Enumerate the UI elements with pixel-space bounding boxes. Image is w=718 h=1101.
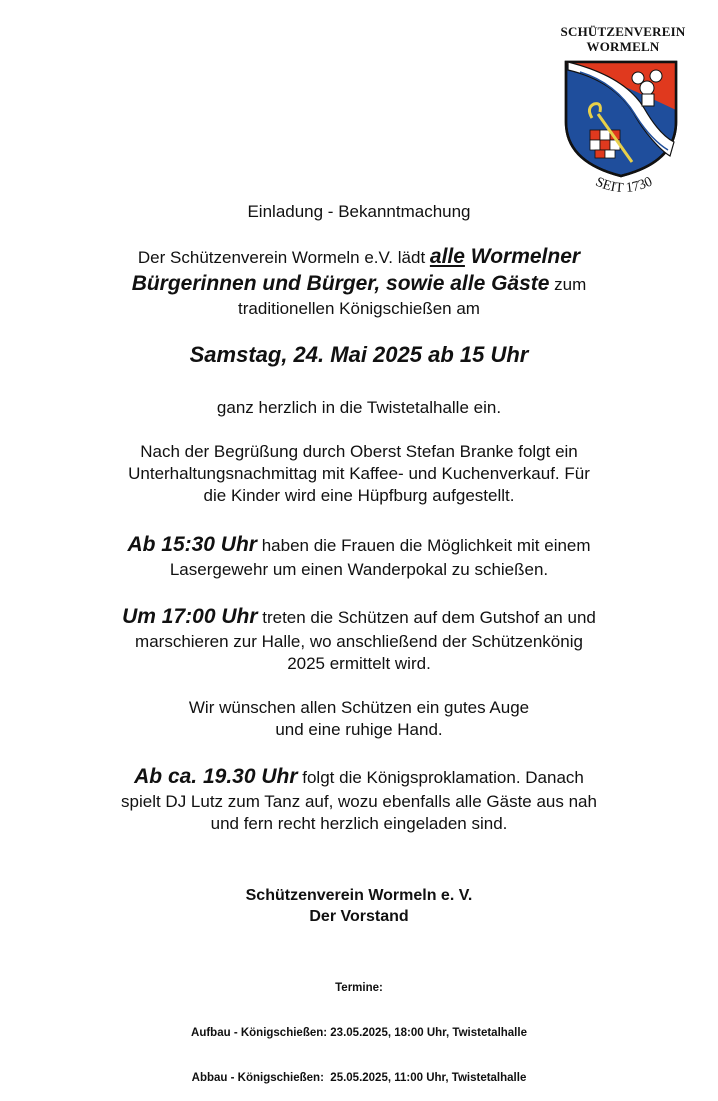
welcome-line-1: Nach der Begrüßung durch Oberst Stefan Branke folgt ein: [140, 442, 578, 461]
proclamation-line-1: [0, 764, 718, 791]
proclamation-line-3: und fern recht herzlich eingeladen sind.: [210, 814, 508, 833]
proclamation-text-1: folgt die Königsproklamation. Danach: [297, 768, 584, 787]
club-logo: [548, 20, 698, 200]
intro-line-3: traditionellen Königschießen am: [238, 299, 480, 318]
women-shooting-paragraph: [0, 532, 718, 581]
event-date: Samstag, 24. Mai 2025 ab 15 Uhr: [189, 342, 529, 367]
march-time: Um 17:00 Uhr: [122, 605, 258, 628]
dates-block: [0, 951, 718, 1101]
logo-title-line2: WORMELN: [586, 39, 660, 54]
wish-line-2: und eine ruhige Hand.: [275, 720, 443, 739]
women-text-1: haben die Frauen die Möglichkeit mit einem: [256, 536, 591, 555]
march-line-3: 2025 ermittelt wird.: [287, 654, 431, 673]
signature-line-2: Der Vorstand: [309, 908, 409, 925]
welcome-line-2: Unterhaltungsnachmittag mit Kaffee- und Kuchenverkauf. Für: [128, 464, 590, 483]
welcome-paragraph: [0, 441, 718, 507]
dates-setup: Aufbau - Königschießen: 23.05.2025, 18:00 Uhr, Twistetalhalle: [191, 1027, 527, 1039]
march-paragraph: [0, 604, 718, 675]
proclamation-time: Ab ca. 19.30 Uhr: [134, 765, 298, 788]
intro-paragraph: [0, 244, 718, 320]
svg-text:SEIT 1730: SEIT 1730: [593, 174, 655, 197]
march-line-1: [0, 604, 718, 631]
intro-line-1: [0, 244, 718, 271]
signature-block: [0, 885, 718, 927]
intro-line-2: [0, 271, 718, 298]
intro-emph-1: Wormelner: [464, 245, 581, 268]
dates-heading: Termine:: [335, 982, 383, 994]
logo-title-line1: SCHÜTZENVEREIN: [560, 24, 686, 39]
intro-emph-2: Bürgerinnen und Bürger, sowie alle Gäste: [131, 272, 550, 295]
wish-line-1: Wir wünschen allen Schützen ein gutes Auge: [188, 698, 530, 717]
march-text-1: treten die Schützen auf dem Gutshof an und: [257, 608, 596, 627]
signature-line-1: Schützenverein Wormeln e. V.: [245, 887, 473, 904]
intro-alle: alle: [429, 245, 465, 268]
women-line-1: [0, 532, 718, 559]
dates-teardown: Abbau - Königschießen: 25.05.2025, 11:00 Uhr, Twistetalhalle: [191, 1072, 527, 1084]
wish-paragraph: [0, 697, 718, 741]
march-line-2: marschieren zur Halle, wo anschließend der Schützenkönig: [135, 632, 583, 651]
logo-since-text: [548, 20, 698, 200]
page-title: Einladung - Bekanntmachung: [247, 202, 471, 221]
venue-line: ganz herzlich in die Twistetalhalle ein.: [216, 398, 502, 417]
proclamation-line-2: spielt DJ Lutz zum Tanz auf, wozu ebenfalls alle Gäste aus nah: [121, 792, 597, 811]
women-line-2: Lasergewehr um einen Wanderpokal zu schießen.: [169, 560, 549, 579]
proclamation-paragraph: [0, 764, 718, 835]
intro-text-1: Der Schützenverein Wormeln e.V. lädt: [137, 248, 430, 267]
intro-text-2: zum: [549, 275, 587, 294]
women-time: Ab 15:30 Uhr: [127, 533, 257, 556]
welcome-line-3: die Kinder wird eine Hüpfburg aufgestellt.: [203, 486, 515, 505]
